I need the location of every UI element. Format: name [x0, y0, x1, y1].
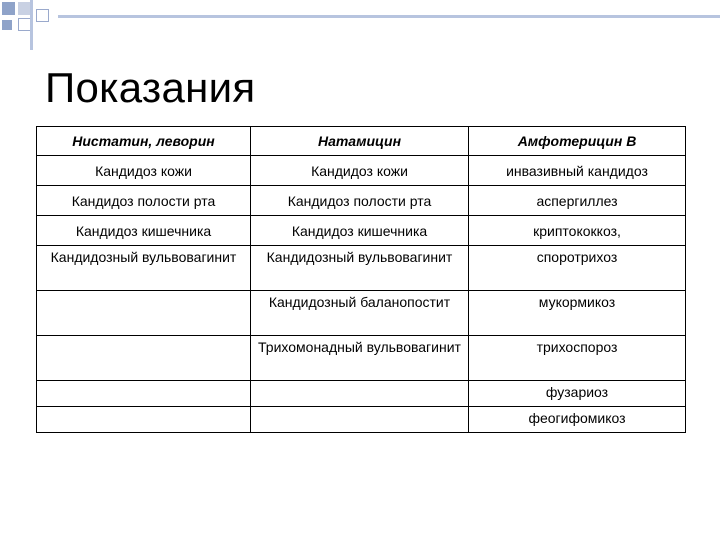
table-cell: Кандидоз полости рта: [251, 186, 469, 216]
column-header: Нистатин, леворин: [37, 127, 251, 156]
table-row: [37, 291, 686, 336]
table-cell: Кандидоз кожи: [37, 156, 251, 186]
column-header: Амфотерицин B: [469, 127, 686, 156]
table-cell: [37, 336, 251, 381]
table-cell: феогифомикоз: [469, 407, 686, 433]
table-cell: Кандидозный баланопостит: [251, 291, 469, 336]
table-cell: мукормикоз: [469, 291, 686, 336]
table-cell: инвазивный кандидоз: [469, 156, 686, 186]
deco-square: [36, 9, 49, 22]
column-header: Натамицин: [251, 127, 469, 156]
table-cell: [251, 381, 469, 407]
table-cell: Кандидоз кишечника: [37, 216, 251, 246]
table-row: [37, 336, 686, 381]
table-header-row: [37, 127, 686, 156]
table-cell: трихоспороз: [469, 336, 686, 381]
table-row: [37, 216, 686, 246]
table-row: [37, 246, 686, 291]
table-cell: фузариоз: [469, 381, 686, 407]
header-rule: [58, 15, 720, 18]
table-cell: Трихомонадный вульвовагинит: [251, 336, 469, 381]
table-cell: споротрихоз: [469, 246, 686, 291]
deco-square: [2, 20, 12, 30]
table-cell: Кандидозный вульвовагинит: [251, 246, 469, 291]
indications-table: [36, 126, 686, 433]
table-row: [37, 156, 686, 186]
table-cell: [37, 291, 251, 336]
table-cell: [37, 381, 251, 407]
table-cell: Кандидоз полости рта: [37, 186, 251, 216]
table-cell: Кандидозный вульвовагинит: [37, 246, 251, 291]
page-title: Показания: [45, 64, 256, 111]
table-cell: [37, 407, 251, 433]
deco-square: [2, 2, 15, 15]
table-cell: Кандидоз кожи: [251, 156, 469, 186]
table-row: [37, 407, 686, 433]
header-rule-vertical: [30, 0, 33, 50]
table-cell: Кандидоз кишечника: [251, 216, 469, 246]
table-row: [37, 381, 686, 407]
table-cell: [251, 407, 469, 433]
table-cell: криптококкоз,: [469, 216, 686, 246]
table-cell: аспергиллез: [469, 186, 686, 216]
table-row: [37, 186, 686, 216]
